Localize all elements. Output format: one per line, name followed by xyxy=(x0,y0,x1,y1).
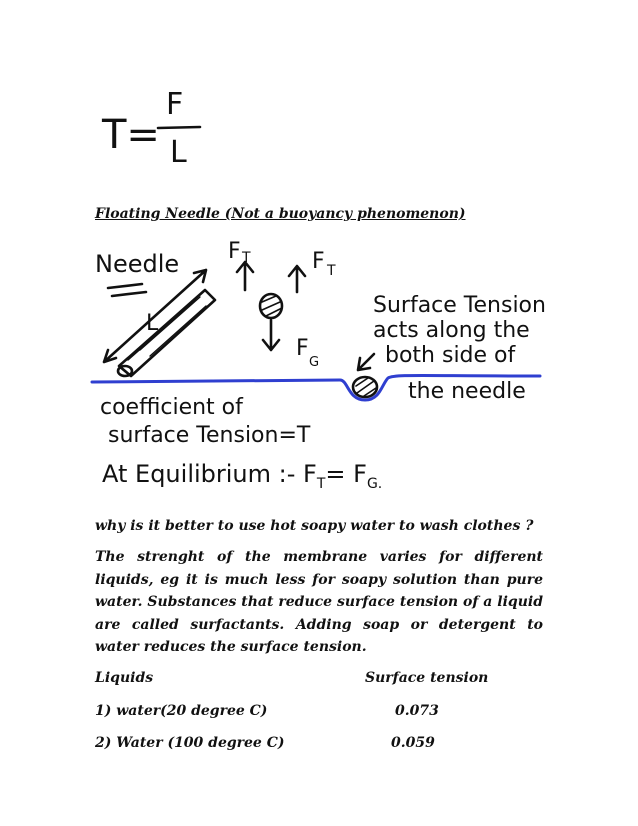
note-line-3: both side of xyxy=(385,343,516,368)
coefficient-line-1: coefficient of xyxy=(100,395,243,420)
question-text: why is it better to use hot soapy water to wash clothes ? xyxy=(95,518,534,534)
note-line-2: acts along the xyxy=(373,318,530,343)
note-line-4: the needle xyxy=(408,379,526,404)
row-liquid: 2) Water (100 degree C) xyxy=(95,735,285,751)
needle-label-underline xyxy=(108,284,146,296)
length-label: L xyxy=(146,311,159,336)
ft-right-arrow xyxy=(289,266,305,292)
header-liquids: Liquids xyxy=(95,670,154,686)
formula-numerator: F xyxy=(166,87,184,122)
ft-left-subscript: T xyxy=(242,250,251,266)
fg-subscript: G xyxy=(309,355,320,370)
header-surface-tension: Surface tension xyxy=(365,670,489,686)
needle xyxy=(119,290,215,376)
equilibrium-text: At Equilibrium :- $F_T= F_{G.}$ xyxy=(102,460,383,492)
row-value: 0.059 xyxy=(391,735,435,751)
note-line-1: Surface Tension xyxy=(373,293,546,318)
section-heading: Floating Needle (Not a buoyancy phenomenon) xyxy=(95,206,466,222)
formula-lhs: T= xyxy=(102,112,160,158)
note-arrow xyxy=(358,354,374,370)
row-value: 0.073 xyxy=(395,703,439,719)
explanation-paragraph: The strenght of the membrane varies for different liquids, eg it is much less for soapy solution than pure water. Substances that reduce surface tension of a liquid are called surfactants. Adding soap or detergent to water reduces the surface tension. xyxy=(95,549,543,655)
row-liquid: 1) water(20 degree C) xyxy=(95,703,268,719)
fg-label: F xyxy=(296,336,309,361)
ft-right-label: F xyxy=(312,249,325,274)
formula-denominator: L xyxy=(170,135,187,170)
needle-label: Needle xyxy=(95,250,180,278)
fg-arrow xyxy=(263,320,279,350)
ft-left-label: F xyxy=(228,239,241,264)
ft-right-subscript: T xyxy=(327,263,336,279)
coefficient-line-2: surface Tension=T xyxy=(108,423,311,448)
ft-left-arrow xyxy=(237,262,253,290)
